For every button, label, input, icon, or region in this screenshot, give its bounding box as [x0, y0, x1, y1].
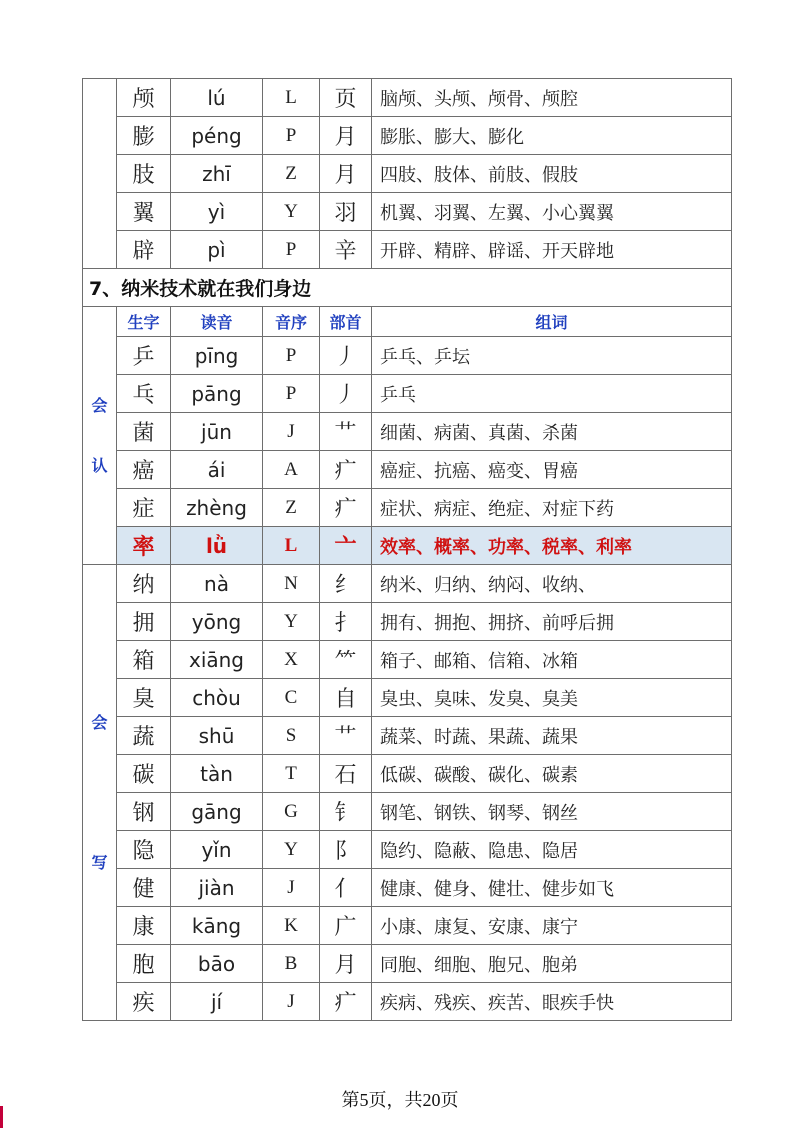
- char-cell: 隐: [117, 831, 171, 869]
- order-cell: G: [263, 793, 320, 831]
- char-cell: 辟: [117, 231, 171, 269]
- group-label-recognize: [83, 307, 117, 565]
- group-label-char: 认: [91, 455, 108, 475]
- words-cell: 效率、概率、功率、税率、利率: [372, 527, 732, 565]
- radical-cell: 石: [320, 755, 372, 793]
- radical-cell: 艹: [320, 717, 372, 755]
- words-cell: 小康、康复、安康、康宁: [372, 907, 732, 945]
- char-cell: 颅: [117, 79, 171, 117]
- group-label-char: 会: [91, 712, 108, 732]
- header-order: 音序: [263, 307, 320, 337]
- pinyin-cell: yì: [171, 193, 263, 231]
- words-cell: 脑颅、头颅、颅骨、颅腔: [372, 79, 732, 117]
- words-cell: 症状、病症、绝症、对症下药: [372, 489, 732, 527]
- pinyin-cell: jūn: [171, 413, 263, 451]
- pinyin-cell: péng: [171, 117, 263, 155]
- highlighted-row: [83, 527, 732, 565]
- words-cell: 蔬菜、时蔬、果蔬、蔬果: [372, 717, 732, 755]
- radical-cell: 钅: [320, 793, 372, 831]
- words-cell: 纳米、归纳、纳闷、收纳、: [372, 565, 732, 603]
- radical-cell: 月: [320, 945, 372, 983]
- char-cell: 翼: [117, 193, 171, 231]
- pinyin-cell: pì: [171, 231, 263, 269]
- words-cell: 乒乓、乒坛: [372, 337, 732, 375]
- header-words: 组词: [372, 307, 732, 337]
- group-label-write: [83, 565, 117, 1021]
- words-cell: 疾病、残疾、疾苦、眼疾手快: [372, 983, 732, 1021]
- char-cell: 菌: [117, 413, 171, 451]
- radical-cell: 亻: [320, 869, 372, 907]
- words-cell: 箱子、邮箱、信箱、冰箱: [372, 641, 732, 679]
- words-cell: 膨胀、膨大、膨化: [372, 117, 732, 155]
- order-cell: C: [263, 679, 320, 717]
- pinyin-cell: chòu: [171, 679, 263, 717]
- radical-cell: 疒: [320, 489, 372, 527]
- order-cell: P: [263, 337, 320, 375]
- page-number-footer: 第5页，共20页: [341, 1090, 459, 1110]
- order-cell: B: [263, 945, 320, 983]
- order-cell: Z: [263, 489, 320, 527]
- words-cell: 隐约、隐蔽、隐患、隐居: [372, 831, 732, 869]
- section-title: 7、纳米技术就在我们身边: [83, 269, 732, 307]
- radical-cell: 艹: [320, 413, 372, 451]
- radical-cell: 疒: [320, 451, 372, 489]
- vocabulary-table: [82, 78, 732, 1021]
- edge-marker: [0, 1106, 3, 1128]
- pinyin-cell: jí: [171, 983, 263, 1021]
- char-cell: 箱: [117, 641, 171, 679]
- char-cell: 康: [117, 907, 171, 945]
- radical-cell: 亠: [320, 527, 372, 565]
- order-cell: Z: [263, 155, 320, 193]
- group-label-char: 写: [91, 852, 108, 872]
- pinyin-cell: kāng: [171, 907, 263, 945]
- char-cell: 肢: [117, 155, 171, 193]
- order-cell: S: [263, 717, 320, 755]
- pinyin-cell: yōng: [171, 603, 263, 641]
- words-cell: 乒乓: [372, 375, 732, 413]
- order-cell: N: [263, 565, 320, 603]
- words-cell: 拥有、拥抱、拥挤、前呼后拥: [372, 603, 732, 641]
- char-cell: 纳: [117, 565, 171, 603]
- radical-cell: 丿: [320, 337, 372, 375]
- words-cell: 同胞、细胞、胞兄、胞弟: [372, 945, 732, 983]
- pinyin-cell: lú: [171, 79, 263, 117]
- pinyin-cell: bāo: [171, 945, 263, 983]
- header-char: 生字: [117, 307, 171, 337]
- radical-cell: 页: [320, 79, 372, 117]
- pinyin-cell: zhī: [171, 155, 263, 193]
- radical-cell: 月: [320, 117, 372, 155]
- char-cell: 疾: [117, 983, 171, 1021]
- radical-cell: 羽: [320, 193, 372, 231]
- words-cell: 四肢、肢体、前肢、假肢: [372, 155, 732, 193]
- radical-cell: 阝: [320, 831, 372, 869]
- char-cell: 癌: [117, 451, 171, 489]
- order-cell: T: [263, 755, 320, 793]
- group-cell-empty: [83, 79, 117, 269]
- char-cell: 症: [117, 489, 171, 527]
- char-cell: 胞: [117, 945, 171, 983]
- pinyin-cell: nà: [171, 565, 263, 603]
- char-cell: 膨: [117, 117, 171, 155]
- char-cell: 臭: [117, 679, 171, 717]
- order-cell: Y: [263, 831, 320, 869]
- radical-cell: 纟: [320, 565, 372, 603]
- header-pinyin: 读音: [171, 307, 263, 337]
- pinyin-cell: shū: [171, 717, 263, 755]
- pinyin-cell: yǐn: [171, 831, 263, 869]
- char-cell: 健: [117, 869, 171, 907]
- order-cell: L: [263, 527, 320, 565]
- order-cell: Y: [263, 603, 320, 641]
- words-cell: 低碳、碳酸、碳化、碳素: [372, 755, 732, 793]
- char-cell: 率: [117, 527, 171, 565]
- char-cell: 蔬: [117, 717, 171, 755]
- radical-cell: 广: [320, 907, 372, 945]
- order-cell: A: [263, 451, 320, 489]
- words-cell: 开辟、精辟、辟谣、开天辟地: [372, 231, 732, 269]
- pinyin-cell: pīng: [171, 337, 263, 375]
- pinyin-cell: tàn: [171, 755, 263, 793]
- pinyin-cell: pāng: [171, 375, 263, 413]
- order-cell: J: [263, 413, 320, 451]
- order-cell: P: [263, 117, 320, 155]
- char-cell: 乓: [117, 375, 171, 413]
- order-cell: P: [263, 375, 320, 413]
- group-label-char: 会: [91, 395, 108, 415]
- char-cell: 拥: [117, 603, 171, 641]
- order-cell: P: [263, 231, 320, 269]
- order-cell: X: [263, 641, 320, 679]
- radical-cell: 扌: [320, 603, 372, 641]
- pinyin-cell: gāng: [171, 793, 263, 831]
- radical-cell: 月: [320, 155, 372, 193]
- words-cell: 机翼、羽翼、左翼、小心翼翼: [372, 193, 732, 231]
- order-cell: Y: [263, 193, 320, 231]
- radical-cell: 辛: [320, 231, 372, 269]
- radical-cell: ⺮: [320, 641, 372, 679]
- pinyin-cell: zhèng: [171, 489, 263, 527]
- pinyin-cell: ái: [171, 451, 263, 489]
- order-cell: J: [263, 869, 320, 907]
- radical-cell: 疒: [320, 983, 372, 1021]
- words-cell: 细菌、病菌、真菌、杀菌: [372, 413, 732, 451]
- words-cell: 癌症、抗癌、癌变、胃癌: [372, 451, 732, 489]
- words-cell: 钢笔、钢铁、钢琴、钢丝: [372, 793, 732, 831]
- char-cell: 碳: [117, 755, 171, 793]
- pinyin-cell: xiāng: [171, 641, 263, 679]
- radical-cell: 自: [320, 679, 372, 717]
- order-cell: K: [263, 907, 320, 945]
- words-cell: 健康、健身、健壮、健步如飞: [372, 869, 732, 907]
- char-cell: 乒: [117, 337, 171, 375]
- order-cell: L: [263, 79, 320, 117]
- words-cell: 臭虫、臭味、发臭、臭美: [372, 679, 732, 717]
- order-cell: J: [263, 983, 320, 1021]
- pinyin-cell: jiàn: [171, 869, 263, 907]
- header-radical: 部首: [320, 307, 372, 337]
- char-cell: 钢: [117, 793, 171, 831]
- pinyin-cell: lǜ: [171, 527, 263, 565]
- radical-cell: 丿: [320, 375, 372, 413]
